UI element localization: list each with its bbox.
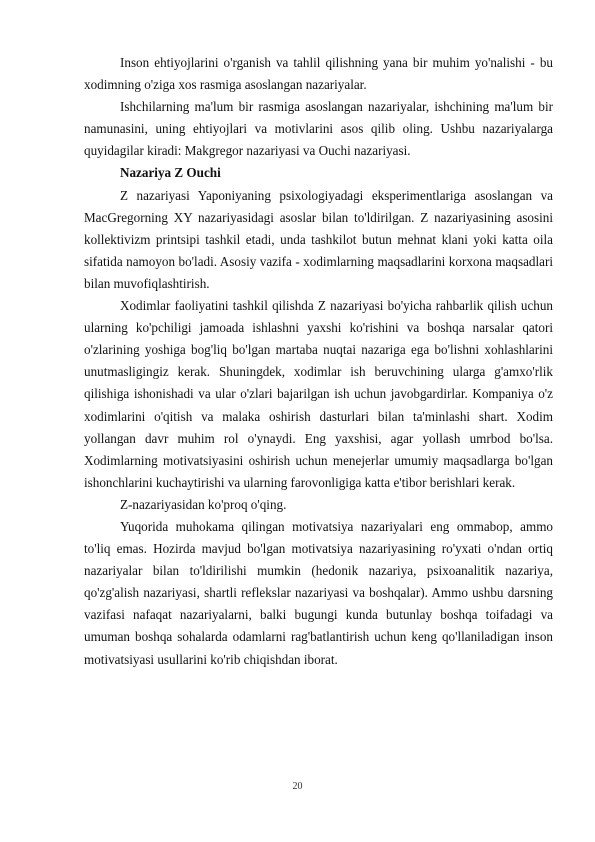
paragraph-conclusion: Yuqorida muhokama qilingan motivatsiya nazariyalari eng ommabop, ammo to'liq emas. Hozirda mavjud bo'lgan motivatsiya nazariyasining ro'yxati o'ndan ortiq nazariyalar bilan to'ldirilishi mumkin (hedonik nazariya, psixoanalitik nazariya, qo'zg'alish nazariyasi, shartli reflekslar nazariyasi va boshqalar). Ammo ushbu darsning vazifasi nafaqat nazariyalarni, balki bugungi kunda butunlay boshqa toifadagi va umuman boshqa sohalarda odamlarni rag'batlantirish uchun keng qo'llaniladigan inson motivatsiyasi usullarini ko'rib chiqishdan iborat. [84,518,553,667]
section-heading-theory-z: Nazariya Z Ouchi [120,165,221,181]
paragraph-worker-theories: Ishchilarning ma'lum bir rasmiga asoslangan nazariyalar, ishchining ma'lum bir namunasini, uning ehtiyojlari va motivlarini asos qilib oling. Ushbu nazariyalarga quyidagilar kiradi: Makgregor nazariyasi va Ouchi nazariyasi. [84,99,553,159]
paragraph-intro: Inson ehtiyojlarini o'rganish va tahlil qilishning yana bir muhim yo'nalishi - bu xodimning o'ziga xos rasmiga asoslangan nazariyalar. [84,55,553,93]
page-number: 20 [292,781,303,792]
document-body [84,52,553,671]
paragraph-theory-z-basis: Z nazariyasi Yaponiyaning psixologiyadagi eksperimentlariga asoslangan va MacGregorning XY nazariyasidagi asoslar bilan to'ldirilgan. Z nazariyasining asosini kollektivizm printsipi tashkil etadi, unda tashkilot butun mehnat klani yoki katta oila sifatida namoyon bo'ladi. Asosiy vazifa - xodimlarning maqsadlarini korxona maqsadlari bilan muvofiqlashtirish. [84,187,553,291]
paragraph-read-more: Z-nazariyasidan ko'proq o'qing. [120,496,287,512]
paragraph-theory-z-management: Xodimlar faoliyatini tashkil qilishda Z nazariyasi bo'yicha rahbarlik qilish uchun ularning ko'pchiligi jamoada ishlashni yaxshi ko'rishini va boshqa narsalar qatori o'zlarining yoshiga bog'liq bo'lgan martaba nuqtai nazariga ega bo'lishni xohlashlarini unutmasligingiz kerak. Shuningdek, xodimlar ish beruvchining ularga g'amxo'rlik qilishiga ishonishadi va ular o'zlari bajarilgan ish uchun javobgardirlar. Kompaniya o'z xodimlarini o'qitish va malaka oshirish dasturlari bilan ta'minlashi shart. Xodim yollangan davr muhim rol o'ynaydi. Eng yaxshisi, agar yollash umrbod bo'lsa. Xodimlarning motivatsiyasini oshirish uchun menejerlar umumiy maqsadlarga bo'lgan ishonchlarini kuchaytirishi va ularning farovonligiga katta e'tibor berishlari kerak. [84,298,553,490]
